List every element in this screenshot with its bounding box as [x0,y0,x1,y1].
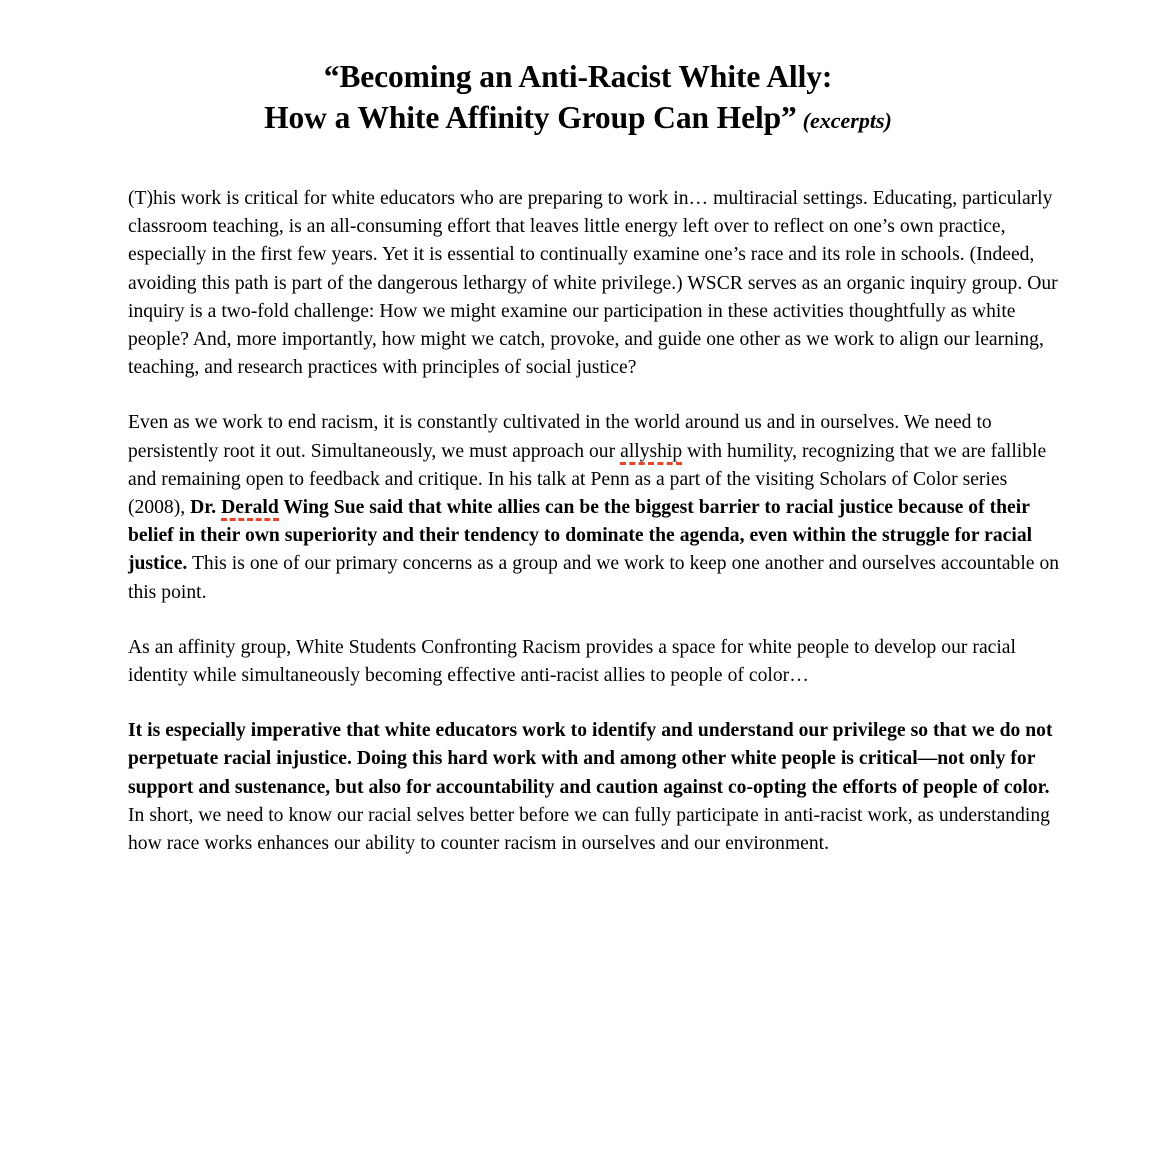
p2-run-1: Even as we work to end racism, it is constantly cultivated in the world around us and in ourselves. We need to persistently root it out. Simultaneously, we must approach our [128,412,992,462]
p4-bold-lead: It is especially imperative that white educators work to identify and understand our privilege so that we do not perpetuate racial injustice. Doing this hard work with and among other white people is critical—not only for support and sustenance, but also for accountability and caution against co-opting the efforts of people of color. [128,720,1053,798]
spellcheck-word-derald[interactable]: Derald [221,497,279,521]
paragraph-4 [128,717,1068,858]
page-title [0,0,1156,141]
p2-bold-prefix: Dr. [190,497,222,519]
title-line-1: “Becoming an Anti-Racist White Ally: [323,59,833,94]
title-excerpts-note: (excerpts) [802,108,892,133]
paragraph-1: (T)his work is critical for white educators who are preparing to work in… multiracial settings. Educating, particularly classroom teaching, is an all-consuming effort that leaves little energy left over to reflect on one’s own practice, especially in the first few years. Yet it is essential to continually examine one’s race and its role in schools. (Indeed, avoiding this path is part of the dangerous lethargy of white privilege.) WSCR serves as an organic inquiry group. Our inquiry is a two-fold challenge: How we might examine our participation in these activities thoughtfully as white people? And, more importantly, how might we catch, provoke, and guide one other as we work to align our learning, teaching, and research practices with principles of social justice? [128,188,1058,379]
spellcheck-word-allyship[interactable]: allyship [620,441,682,465]
paragraph-3: As an affinity group, White Students Confronting Racism provides a space for white people to develop our racial identity while simultaneously becoming effective anti-racist allies to people of color… [128,636,1016,687]
title-line-2: How a White Affinity Group Can Help” [264,100,797,135]
p4-tail: In short, we need to know our racial selves better before we can fully participate in anti-racist work, as understanding how race works enhances our ability to counter racism in ourselves and our environment. [128,804,1050,855]
p2-bold-body: Wing Sue said that white allies can be the biggest barrier to racial justice because of their belief in their own superiority and their tendency to dominate the agenda, even within the struggle for racial justice. [128,497,1033,575]
p2-run-3: This is one of our primary concerns as a group and we work to keep one another and ourselves accountable on this point. [128,553,1060,603]
p2-run-2: with humility, recognizing that we are fallible and remaining open to feedback and critique. In his talk at Penn as a part of the visiting Scholars of Color series (2008), [128,440,1047,519]
paragraph-2 [128,409,1068,606]
document-body [128,185,1068,858]
title-line-2-wrapper [96,97,1060,141]
